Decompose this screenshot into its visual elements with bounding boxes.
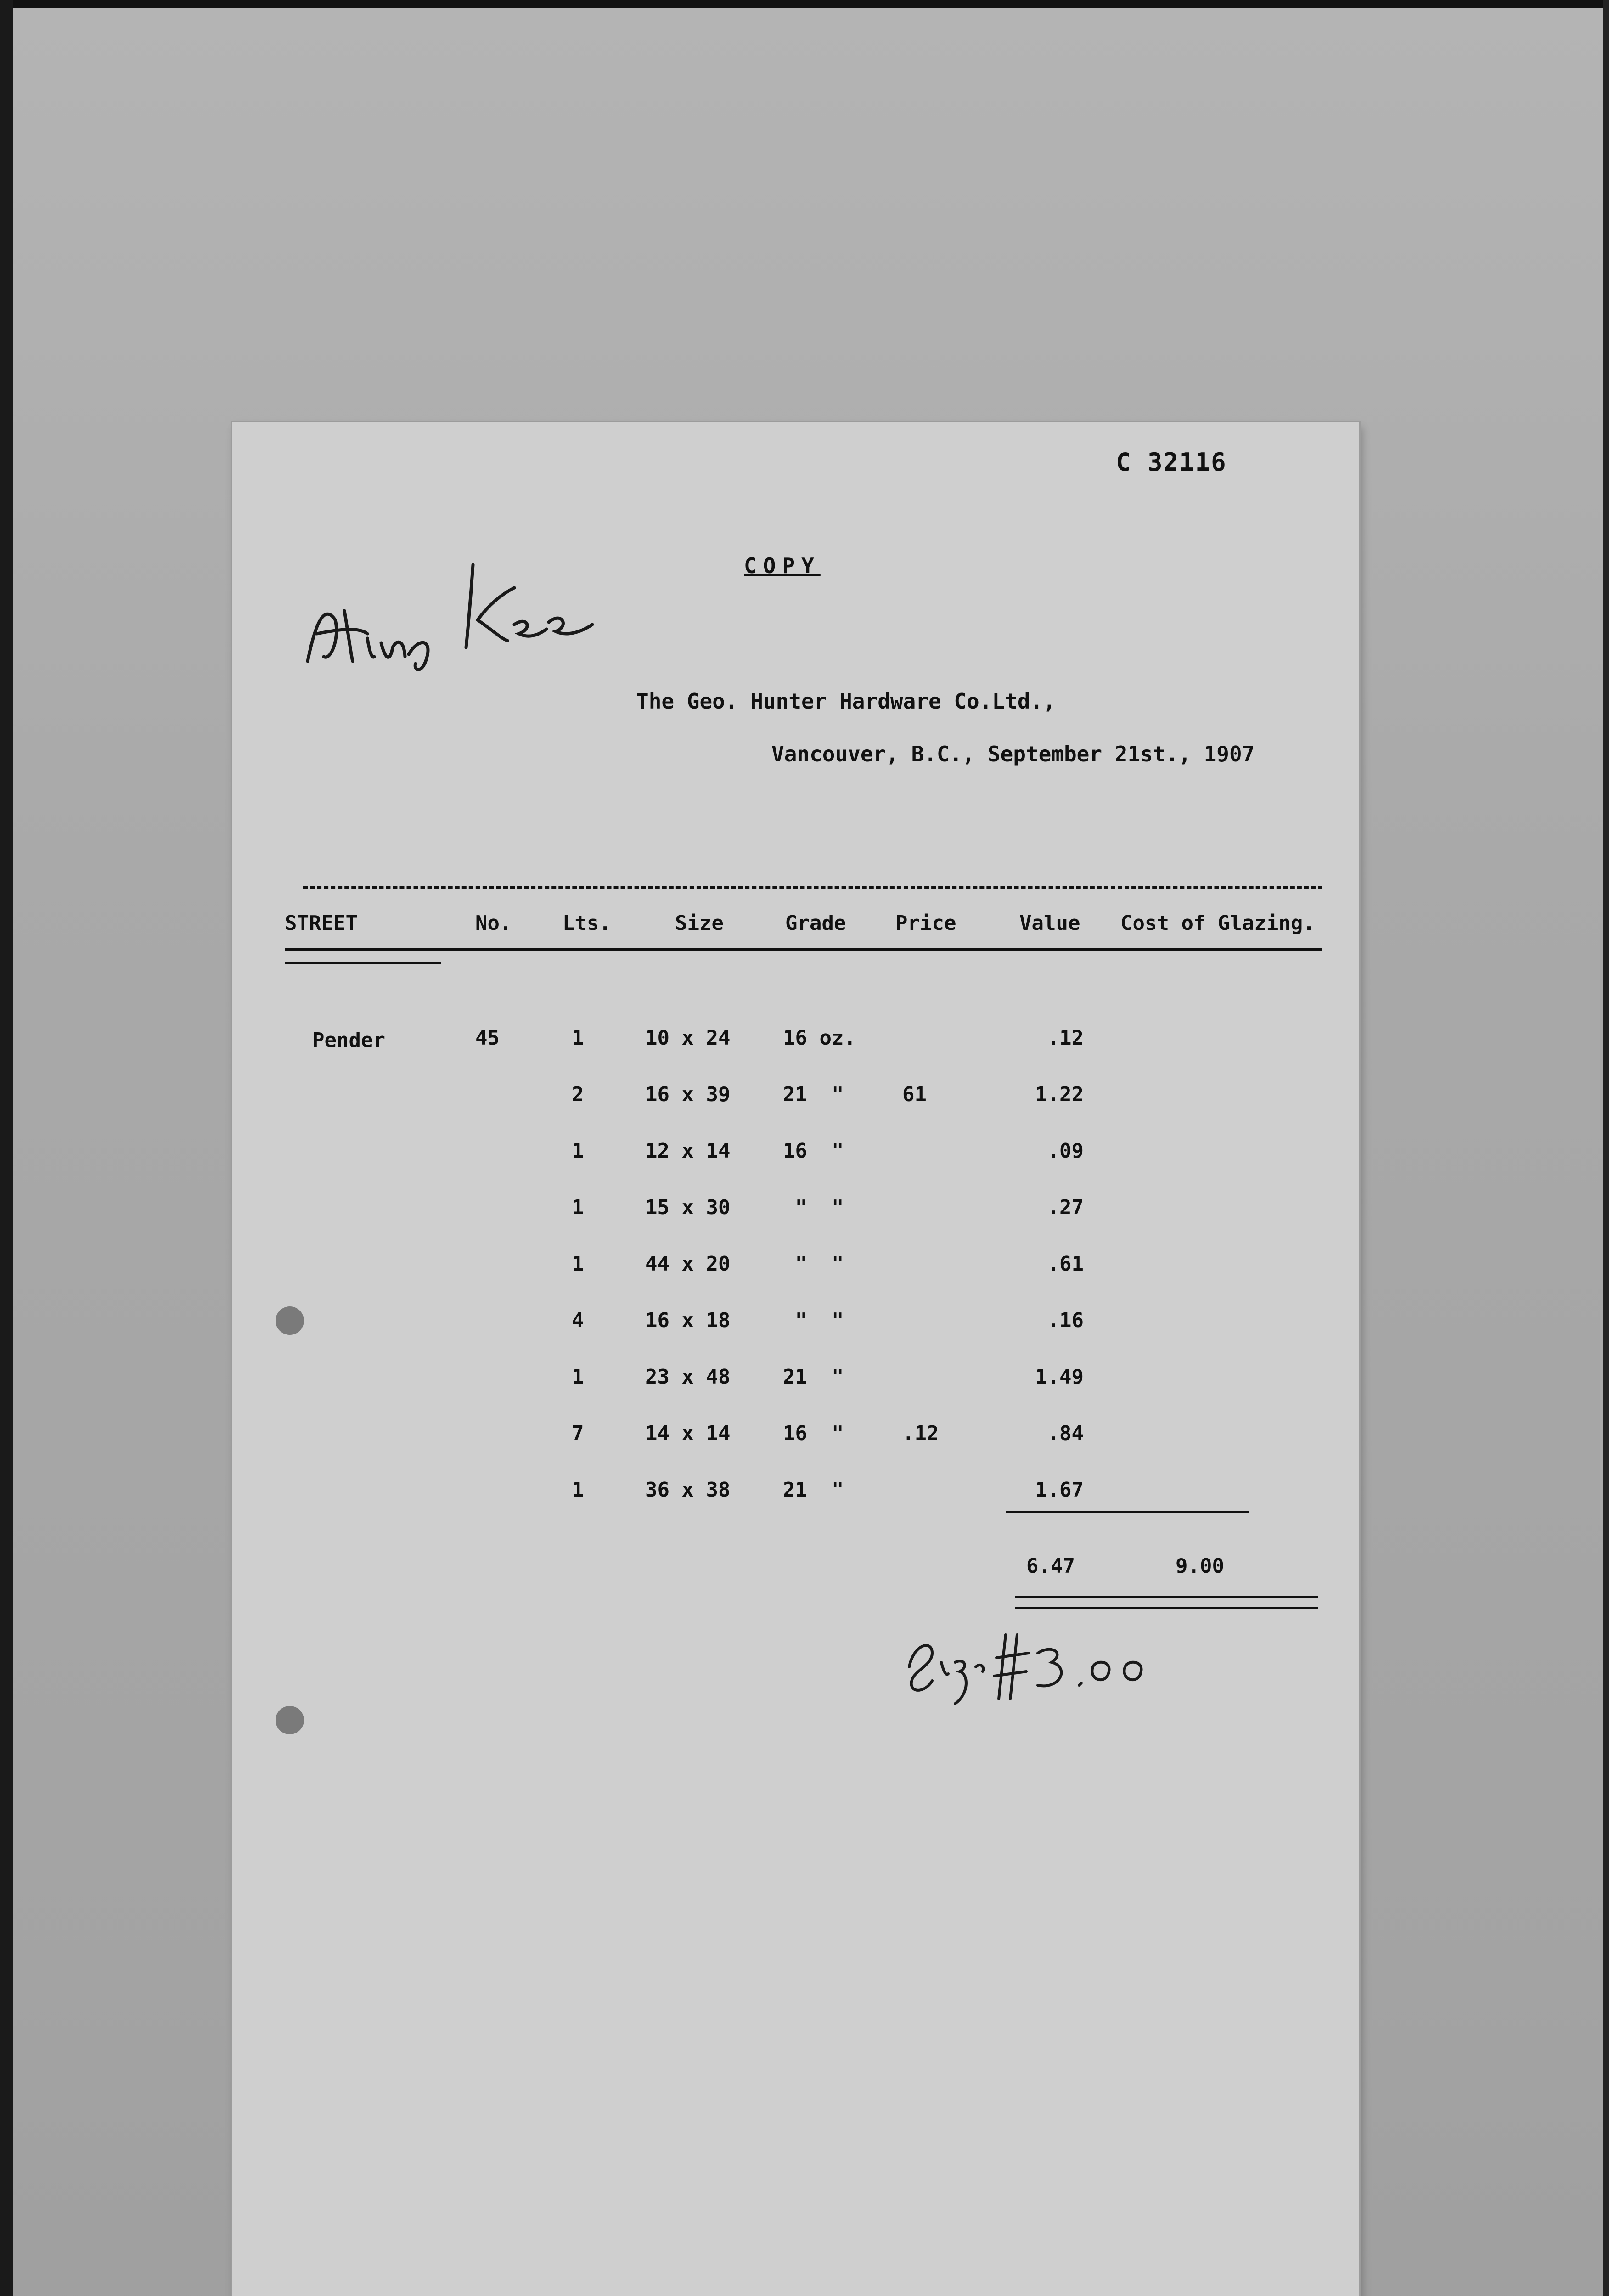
subtotal-rule (1006, 1511, 1249, 1513)
col-price-header: Price (895, 912, 956, 935)
col-grade-header: Grade (785, 912, 846, 935)
cell-lts: 1 (572, 1478, 584, 1502)
cell-lts: 1 (572, 1365, 584, 1389)
cell-value: .09 (1047, 1139, 1084, 1163)
cell-value: .16 (1047, 1309, 1084, 1332)
cell-lts: 2 (572, 1083, 584, 1106)
table-top-rule (303, 886, 1322, 889)
col-street-header: STREET (285, 912, 358, 935)
copy-label: COPY (744, 553, 821, 578)
cell-size: 12 x 14 (645, 1139, 731, 1163)
letterhead-place-date: Vancouver, B.C., September 21st., 1907 (771, 742, 1255, 766)
cell-value: 1.67 (1035, 1478, 1084, 1502)
cell-grade: " " (783, 1309, 844, 1332)
punch-hole-upper (276, 1306, 304, 1335)
header-rule (285, 948, 1322, 951)
total-double-rule-2 (1015, 1607, 1318, 1609)
film-edge-right (1603, 0, 1609, 2296)
cell-value: .27 (1047, 1196, 1084, 1219)
street-underline (285, 962, 441, 964)
film-edge-left (0, 0, 13, 2296)
cell-size: 36 x 38 (645, 1478, 731, 1502)
cell-grade: 21 " (783, 1478, 844, 1502)
col-size-header: Size (675, 912, 724, 935)
total-cost-of-glazing: 9.00 (1176, 1554, 1224, 1578)
cell-grade: 16 " (783, 1139, 844, 1163)
total-value: 6.47 (1026, 1554, 1075, 1578)
col-lts-header: Lts. (563, 912, 611, 935)
cell-grade: " " (783, 1196, 844, 1219)
cell-price: .12 (902, 1422, 939, 1445)
film-edge-top (0, 0, 1609, 8)
cell-grade: " " (783, 1252, 844, 1276)
cell-grade: 21 " (783, 1083, 844, 1106)
cell-lts: 7 (572, 1422, 584, 1445)
cell-value: .84 (1047, 1422, 1084, 1445)
cell-grade: 16 " (783, 1422, 844, 1445)
cell-value: .12 (1047, 1026, 1084, 1050)
col-no-header: No. (475, 912, 512, 935)
cell-grade: 21 " (783, 1365, 844, 1389)
cell-size: 16 x 18 (645, 1309, 731, 1332)
col-value-header: Value (1019, 912, 1080, 935)
punch-hole-lower (276, 1706, 304, 1734)
cell-lts: 1 (572, 1252, 584, 1276)
cell-lts: 4 (572, 1309, 584, 1332)
cell-size: 23 x 48 (645, 1365, 731, 1389)
cell-size: 16 x 39 (645, 1083, 731, 1106)
cell-lts: 1 (572, 1026, 584, 1050)
cell-size: 10 x 24 (645, 1026, 731, 1050)
col-cost-header: Cost of Glazing. (1120, 912, 1315, 935)
cell-lts: 1 (572, 1139, 584, 1163)
street-number: 45 (475, 1026, 500, 1050)
cell-value: 1.49 (1035, 1365, 1084, 1389)
document-number: C 32116 (1116, 448, 1227, 477)
cell-price: 61 (902, 1083, 927, 1106)
cell-size: 15 x 30 (645, 1196, 731, 1219)
cell-grade: 16 oz. (783, 1026, 856, 1050)
cell-lts: 1 (572, 1196, 584, 1219)
cell-size: 14 x 14 (645, 1422, 731, 1445)
letterhead-company: The Geo. Hunter Hardware Co.Ltd., (636, 689, 1056, 714)
handwritten-total (900, 1616, 1176, 1708)
street-name: Pender (312, 1029, 385, 1052)
cell-value: .61 (1047, 1252, 1084, 1276)
cell-value: 1.22 (1035, 1083, 1084, 1106)
handwritten-name (298, 546, 620, 684)
total-double-rule-1 (1015, 1596, 1318, 1598)
cell-size: 44 x 20 (645, 1252, 731, 1276)
